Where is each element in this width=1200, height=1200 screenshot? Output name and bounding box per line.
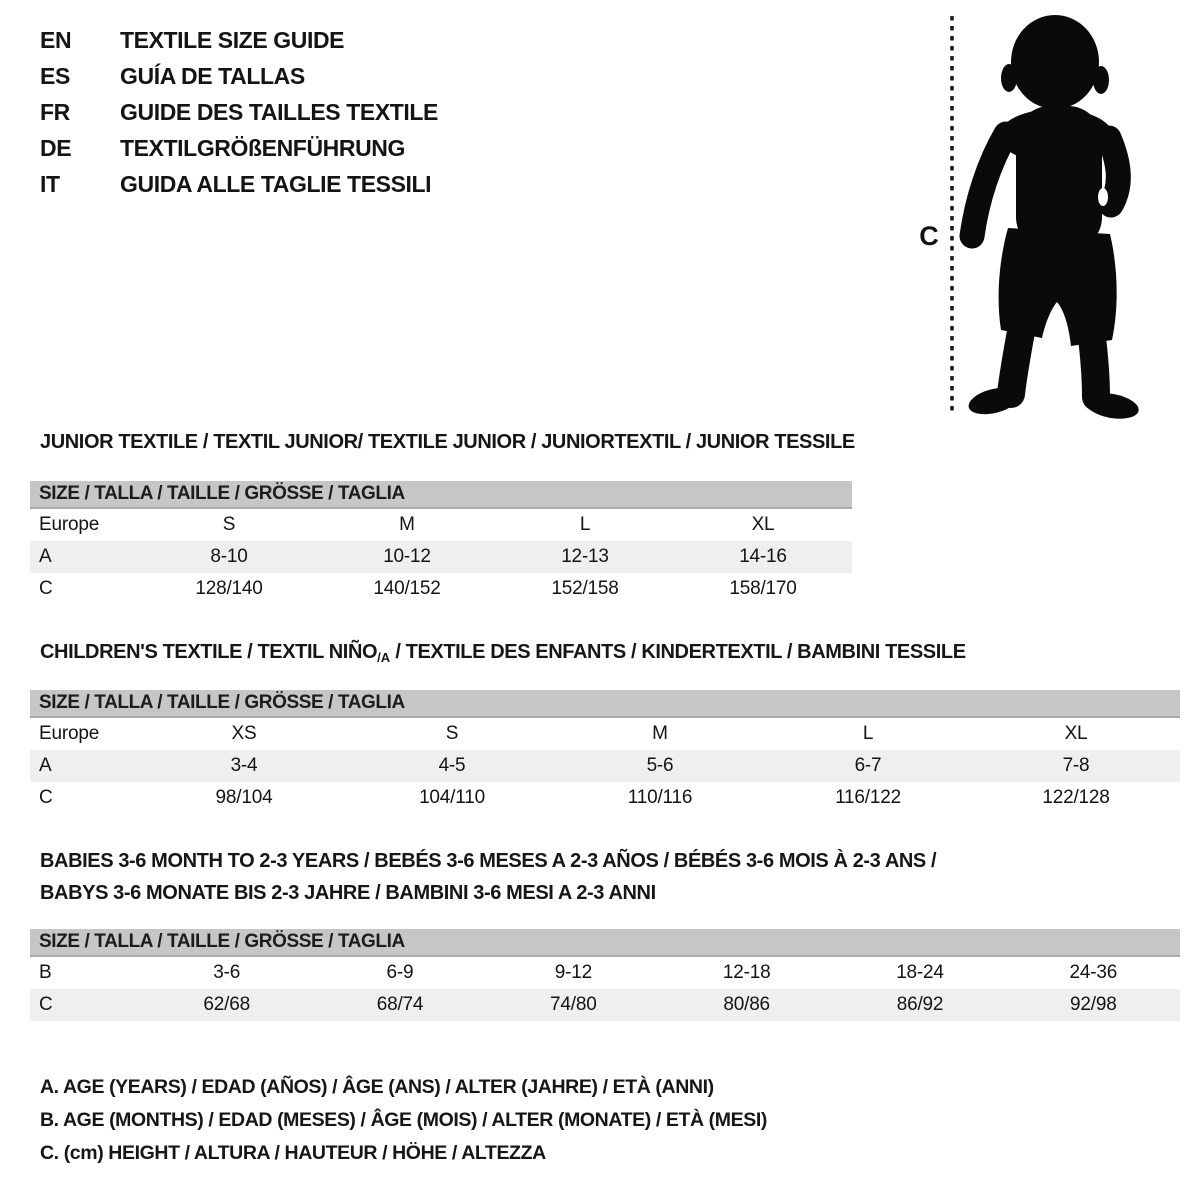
- babies-section-title: [40, 845, 936, 909]
- table-row-age-years: [30, 750, 1180, 782]
- size-cell: M: [399, 514, 415, 535]
- table-row-age-months: [30, 957, 1180, 989]
- language-row-es: [40, 58, 438, 94]
- size-cell: 12-13: [561, 546, 609, 567]
- language-code: DE: [40, 134, 72, 161]
- language-row-en: [40, 22, 438, 58]
- size-cell: 104/110: [419, 787, 485, 808]
- size-cell: 98/104: [215, 787, 273, 808]
- size-cell: 86/92: [896, 994, 944, 1015]
- row-label: B: [39, 962, 52, 983]
- size-cell: XL: [751, 514, 775, 535]
- table-row-age-years: [30, 541, 852, 573]
- row-label: Europe: [39, 514, 100, 535]
- children-size-table: [30, 690, 1180, 814]
- size-cell: S: [222, 514, 236, 535]
- row-label: Europe: [39, 723, 100, 744]
- language-title: GUIDA ALLE TAGLIE TESSILI: [120, 170, 432, 197]
- children-section-title: [40, 641, 966, 665]
- children-title-text: / TEXTILE DES ENFANTS / KINDERTEXTIL / BAMBINI TESSILE: [390, 641, 966, 663]
- size-cell: 80/86: [723, 994, 770, 1015]
- size-cell: 5-6: [646, 755, 674, 776]
- size-cell: 7-8: [1062, 755, 1090, 776]
- size-cell: L: [579, 514, 591, 535]
- size-cell: S: [445, 723, 459, 744]
- row-label: A: [39, 546, 52, 567]
- language-row-it: [40, 166, 438, 202]
- size-cell: 24-36: [1069, 962, 1118, 983]
- size-cell: 6-7: [854, 755, 882, 776]
- junior-size-table: [30, 481, 852, 605]
- size-table-header: SIZE / TALLA / TAILLE / GRÖSSE / TAGLIA: [30, 929, 1180, 957]
- junior-section-title: JUNIOR TEXTILE / TEXTIL JUNIOR/ TEXTILE JUNIOR / JUNIORTEXTIL / JUNIOR TESSILE: [40, 431, 855, 453]
- table-row-height-cm: [30, 989, 1180, 1021]
- size-cell: 9-12: [554, 962, 592, 983]
- language-title: GUIDE DES TAILLES TEXTILE: [120, 98, 438, 125]
- size-cell: 74/80: [550, 994, 597, 1015]
- size-cell: 3-4: [230, 755, 258, 776]
- size-cell: 8-10: [210, 546, 248, 567]
- size-cell: 158/170: [729, 578, 797, 599]
- table-row-europe: [30, 509, 852, 541]
- toddler-height-figure: [905, 8, 1200, 420]
- size-cell: 110/116: [627, 787, 693, 808]
- size-cell: 122/128: [1042, 787, 1110, 808]
- size-cell: 6-9: [386, 962, 414, 983]
- language-code: FR: [40, 98, 70, 125]
- language-title: GUÍA DE TALLAS: [120, 62, 305, 89]
- children-title-subscript: /A: [377, 650, 391, 665]
- size-cell: 18-24: [896, 962, 944, 983]
- language-title: TEXTILGRÖßENFÜHRUNG: [120, 134, 405, 161]
- size-cell: 152/158: [551, 578, 619, 599]
- language-title: TEXTILE SIZE GUIDE: [120, 26, 345, 53]
- size-cell: M: [652, 723, 668, 744]
- babies-title-line2: BABYS 3-6 MONATE BIS 2-3 JAHRE / BAMBINI 3-6 MESI A 2-3 ANNI: [40, 882, 656, 904]
- language-code: EN: [40, 26, 72, 53]
- table-row-height-cm: [30, 573, 852, 605]
- footnote-height-cm: C. (cm) HEIGHT / ALTURA / HAUTEUR / HÖHE / ALTEZZA: [40, 1142, 546, 1164]
- row-label: C: [39, 787, 53, 808]
- size-cell: L: [862, 723, 874, 744]
- size-cell: XL: [1064, 723, 1088, 744]
- size-cell: 62/68: [203, 994, 250, 1015]
- size-cell: 92/98: [1070, 994, 1117, 1015]
- row-label: A: [39, 755, 52, 776]
- language-code: ES: [40, 62, 70, 89]
- legend-footnotes: [40, 1071, 767, 1170]
- size-cell: 3-6: [213, 962, 241, 983]
- babies-size-table: [30, 929, 1180, 1021]
- height-label: C: [919, 221, 939, 251]
- footnote-age-months: B. AGE (MONTHS) / EDAD (MESES) / ÂGE (MOIS) / ALTER (MONATE) / ETÀ (MESI): [40, 1109, 767, 1131]
- children-title-text: CHILDREN'S TEXTILE / TEXTIL NIÑO: [40, 641, 378, 663]
- size-cell: 14-16: [739, 546, 787, 567]
- table-row-europe: [30, 718, 1180, 750]
- language-row-fr: [40, 94, 438, 130]
- size-cell: 12-18: [722, 962, 771, 983]
- row-label: C: [39, 994, 53, 1015]
- size-cell: 116/122: [835, 787, 901, 808]
- size-cell: 140/152: [373, 578, 441, 599]
- language-row-de: [40, 130, 438, 166]
- footnote-age-years: A. AGE (YEARS) / EDAD (AÑOS) / ÂGE (ANS) / ALTER (JAHRE) / ETÀ (ANNI): [40, 1076, 714, 1098]
- babies-title-line1: BABIES 3-6 MONTH TO 2-3 YEARS / BEBÉS 3-6 MESES A 2-3 AÑOS / BÉBÉS 3-6 MOIS À 2-3 ANS /: [40, 850, 937, 872]
- size-table-header: SIZE / TALLA / TAILLE / GRÖSSE / TAGLIA: [30, 481, 852, 509]
- size-cell: 10-12: [383, 546, 431, 567]
- size-cell: XS: [231, 723, 257, 744]
- size-cell: 4-5: [438, 755, 466, 776]
- toddler-silhouette-icon: [966, 15, 1141, 420]
- table-row-height-cm: [30, 782, 1180, 814]
- language-title-list: [40, 22, 438, 202]
- size-cell: 128/140: [195, 578, 263, 599]
- size-table-header: SIZE / TALLA / TAILLE / GRÖSSE / TAGLIA: [30, 690, 1180, 718]
- row-label: C: [39, 578, 53, 599]
- language-code: IT: [40, 170, 60, 197]
- size-cell: 68/74: [376, 994, 424, 1015]
